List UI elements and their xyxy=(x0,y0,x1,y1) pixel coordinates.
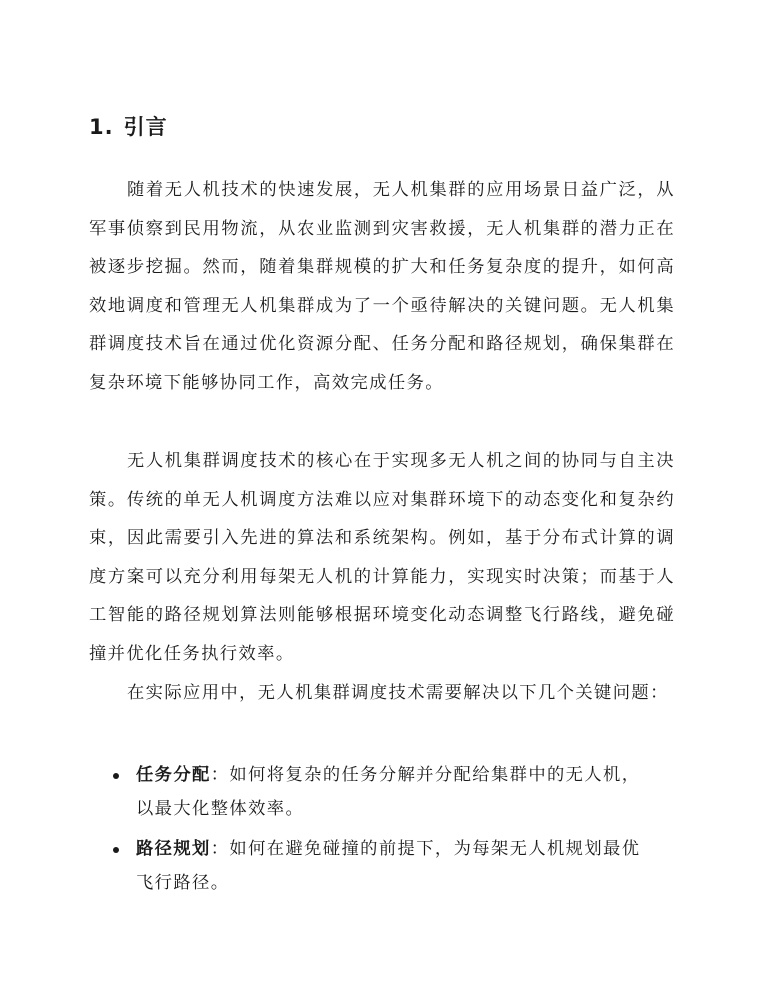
bullet-dot-icon xyxy=(113,847,119,853)
paragraph-3: 在实际应用中，无人机集群调度技术需要解决以下几个关键问题： xyxy=(127,683,669,703)
paragraph-2: 无人机集群调度技术的核心在于实现多无人机之间的协同与自主决策。传统的单无人机调度方法难以应对集群环境下的动态变化和复杂约束，因此需要引入先进的算法和系统架构。例如，基于分布式计算的调度方案可以充分利用每架无人机的计算能力，实现实时决策；而基于人工智能的路径规划算法则能够根据环境变化动态调整飞行路线，避免碰撞并优化任务执行效率。 xyxy=(89,451,675,664)
section-number: 1. xyxy=(89,115,114,139)
section-heading xyxy=(89,112,168,142)
list-item-text: ：如何在避免碰撞的前提下，为每架无人机规划最优飞行路径。 xyxy=(136,839,641,893)
key-issues-list xyxy=(89,758,649,906)
section-title: 引言 xyxy=(123,115,168,139)
paragraph-1: 随着无人机技术的快速发展，无人机集群的应用场景日益广泛，从军事侦察到民用物流，从农业监测到灾害救援，无人机集群的潜力正在被逐步挖掘。然而，随着集群规模的扩大和任务复杂度的提升，如何高效地调度和管理无人机集群成为了一个亟待解决的关键问题。无人机集群调度技术旨在通过优化资源分配、任务分配和路径规划，确保集群在复杂环境下能够协同工作，高效完成任务。 xyxy=(89,180,675,393)
list-item-term: 路径规划 xyxy=(136,839,211,859)
list-item-task-allocation xyxy=(89,758,649,826)
list-item-term: 任务分配 xyxy=(136,765,211,785)
list-item-text: ：如何将复杂的任务分解并分配给集群中的无人机，以最大化整体效率。 xyxy=(136,765,641,819)
bullet-dot-icon xyxy=(113,773,119,779)
list-item-path-planning xyxy=(89,832,649,900)
